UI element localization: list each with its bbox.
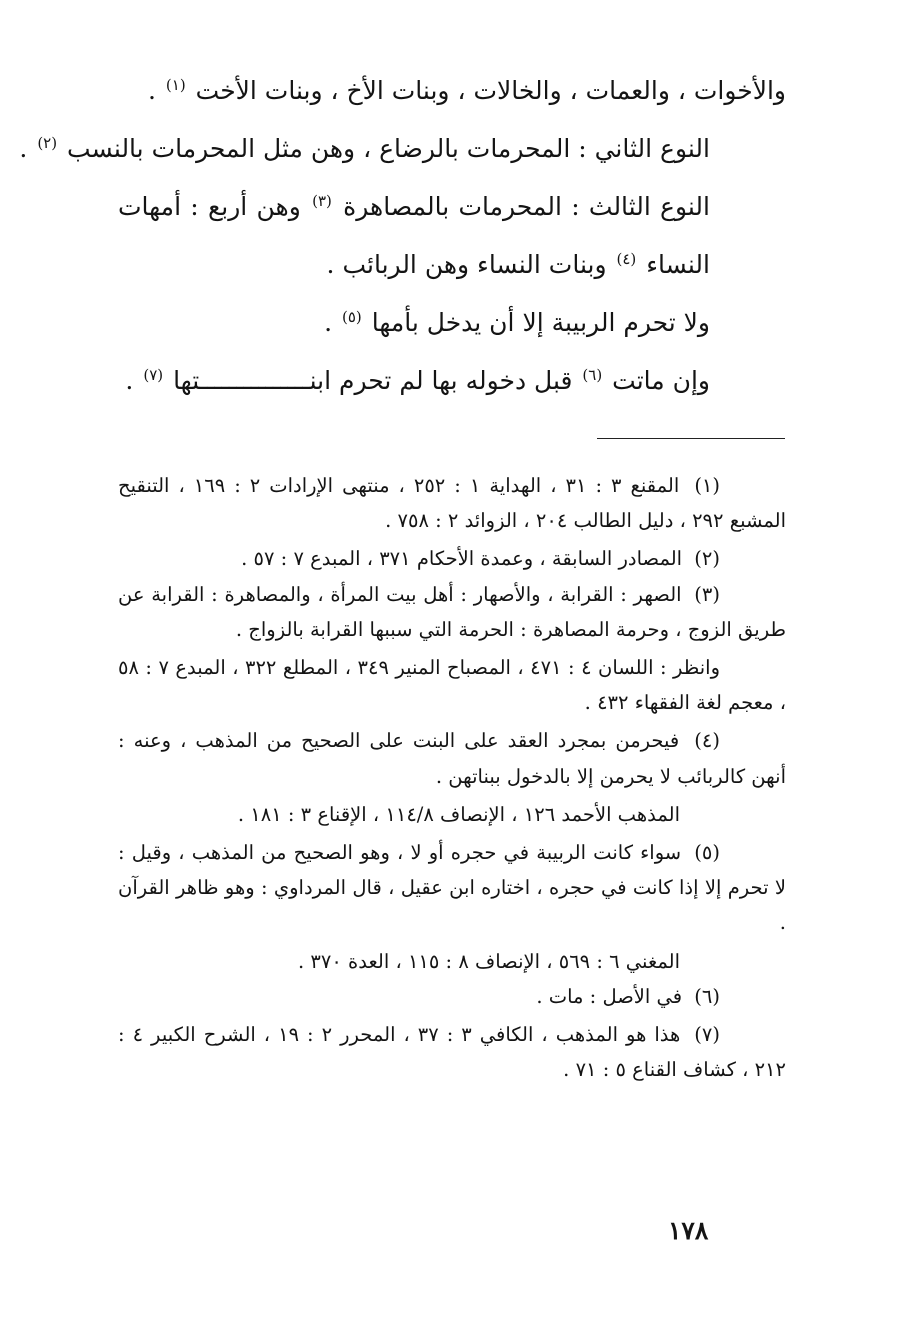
main-line-3-text-a: النوع الثالث : المحرمات بالمصاهرة	[343, 192, 710, 221]
page-number: ١٧٨	[668, 1216, 709, 1245]
footnote-ref-7: (٧)	[143, 366, 164, 384]
footnote-4-references: المذهب الأحمد ١٢٦ ، الإنصاف ١١٤/٨ ، الإقناع ٣ : ١٨١ .	[237, 802, 680, 826]
footnote-ref-2: (٢)	[37, 134, 58, 152]
main-paragraph-3	[118, 178, 786, 294]
footnote-2-text: المصادر السابقة ، وعمدة الأحكام ٣٧١ ، المبدع ٧ : ٥٧ .	[241, 547, 683, 571]
footnote-ref-6: (٦)	[582, 366, 603, 384]
period: .	[125, 366, 134, 395]
footnote-3	[118, 577, 786, 647]
main-line-3-text-c: وبنات النساء وهن الربائب .	[326, 250, 607, 279]
footnote-3-text: الصهر : القرابة ، والأصهار : أهل بيت المرأة ، والمصاهرة : القرابة عن طريق الزوج ، وحرمة المصاهرة : الحرمة التي سببها القرابة بالزواج .	[118, 582, 786, 641]
footnote-3-references: وانظر : اللسان ٤ : ٤٧١ ، المصباح المنير ٣٤٩ ، المطلع ٣٢٢ ، المبدع ٧ : ٥٨ ، معجم لغة الفقهاء ٤٣٢ .	[118, 656, 786, 715]
footnote-4	[118, 723, 786, 793]
period: .	[148, 76, 156, 105]
footnote-6	[118, 979, 786, 1014]
footnote-ref-4: (٤)	[616, 250, 637, 268]
footnote-ref-1: (١)	[165, 76, 186, 94]
main-line-2	[19, 120, 786, 178]
main-line-4	[118, 294, 786, 352]
footnote-5-number: (٥)	[694, 841, 720, 865]
footnote-5-references: المغني ٦ : ٥٦٩ ، الإنصاف ٨ : ١١٥ ، العدة ٣٧٠ .	[298, 949, 680, 973]
main-line-1	[118, 62, 786, 120]
footnote-1-number: (١)	[694, 474, 721, 497]
period: .	[324, 308, 333, 337]
footnote-4-text: فيحرمن بمجرد العقد على البنت على الصحيح من المذهب ، وعنه : أنهن كالربائب لا يحرمن إلا بالدخول ببناتهن .	[118, 729, 786, 788]
footnote-1	[118, 468, 786, 538]
footnote-7-number: (٧)	[694, 1023, 720, 1047]
main-line-2-text: النوع الثاني : المحرمات بالرضاع ، وهن مثل المحرمات بالنسب	[67, 134, 710, 163]
footnote-7-text: هذا هو المذهب ، الكافي ٣ : ٣٧ ، المحرر ٢ : ١٩ ، الشرح الكبير ٤ : ٢١٢ ، كشاف القناع ٥ : ٧١ .	[118, 1023, 786, 1082]
footnote-6-number: (٦)	[694, 984, 720, 1008]
footnote-5	[118, 835, 786, 941]
footnote-4-number: (٤)	[694, 729, 720, 753]
footnotes-section	[118, 468, 786, 1087]
main-text	[19, 62, 786, 410]
main-line-5	[118, 352, 786, 410]
footnote-3-number: (٣)	[694, 582, 720, 606]
main-line-1-text: والأخوات ، والعمات ، والخالات ، وبنات الأخ ، وبنات الأخت	[195, 76, 786, 105]
footnote-2-number: (٢)	[694, 547, 720, 571]
footnote-7	[118, 1017, 786, 1087]
main-line-5-text-b: قبل دخوله بها لم تحرم ابنـــــــــــــــتها	[173, 366, 573, 395]
footnote-6-text: في الأصل : مات .	[536, 984, 683, 1008]
period: .	[19, 134, 28, 163]
main-line-3-text-b: وهن أربع : أمهات النساء	[118, 192, 710, 279]
main-line-4-text: ولا تحرم الربيبة إلا أن يدخل بأمها	[371, 308, 710, 337]
main-line-5-text-a: وإن ماتت	[612, 366, 710, 395]
footnote-1-text: المقنع ٣ : ٣١ ، الهداية ١ : ٢٥٢ ، منتهى الإرادات ٢ : ١٦٩ ، التنقيح المشبع ٢٩٢ ، دليل الطالب ٢٠٤ ، الزوائد ٢ : ٧٥٨ .	[118, 474, 786, 533]
footnote-2	[118, 541, 786, 576]
footnote-5-text: سواء كانت الربيبة في حجره أو لا ، وهو الصحيح من المذهب ، وقيل : لا تحرم إلا إذا كانت في حجره ، اختاره ابن عقيل ، قال المرداوي : وهو ظاهر القرآن .	[118, 841, 786, 935]
footnote-divider	[597, 438, 785, 439]
footnote-ref-3: (٣)	[312, 192, 332, 210]
footnote-ref-5: (٥)	[341, 308, 362, 326]
